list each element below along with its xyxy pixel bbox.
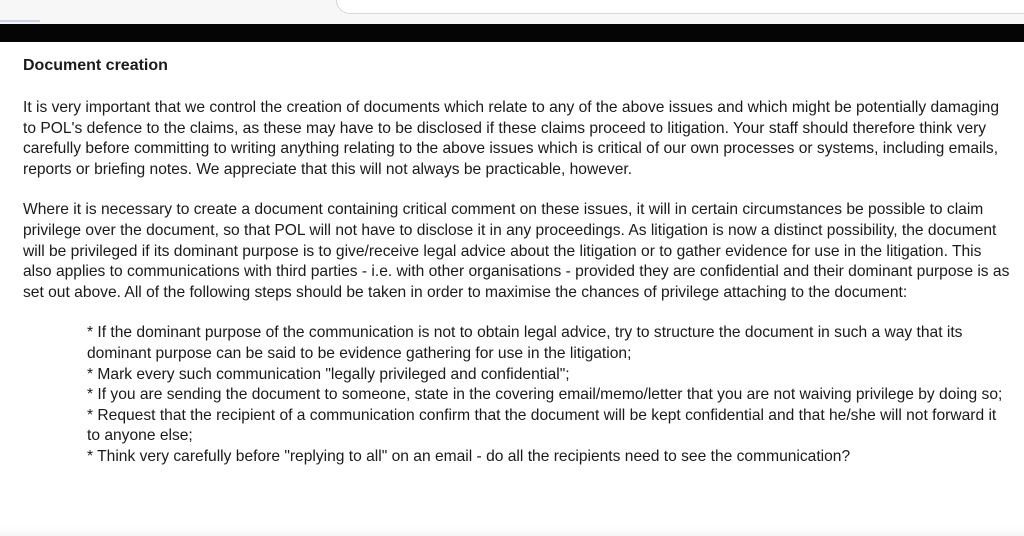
bottom-edge-shadow: [0, 526, 1024, 536]
privilege-steps-list: [87, 323, 1013, 467]
section-heading: Document creation: [23, 57, 168, 74]
active-tab-indicator: [0, 20, 40, 22]
paragraph-document-control: It is very important that we control the creation of documents which relate to any of the above issues and which might be potentially damaging to POL's defence to the claims, as these may have to be disclosed if these claims proceed to litigation. Your staff should therefore think very carefully before committing to writing anything relating to the above issues which is critical of our own processes or systems, including emails, reports or briefing notes. We appreciate that this will not always be practicable, however.: [23, 99, 1000, 178]
list-item: * If you are sending the document to someone, state in the covering email/memo/letter that you are not waiving privilege by doing so;: [87, 386, 1003, 404]
top-toolbar-area: [0, 0, 1024, 24]
paragraph-privilege: Where it is necessary to create a document containing critical comment on these issues, it will in certain circumstances be possible to claim privilege over the document, so that POL will not have to disclose it in any proceedings. As litigation is now a distinct possibility, the document will be privileged if its dominant purpose is to give/receive legal advice about the litigation or to gather evidence for use in the litigation. This also applies to communications with third parties - i.e. with other organisations - provided they are confidential and their dominant purpose is as set out above. All of the following steps should be taken in order to maximise the chances of privilege attaching to the document:: [23, 201, 1010, 301]
list-item: * Think very carefully before "replying to all" on an email - do all the recipients need to see the communication?: [87, 447, 851, 465]
browser-address-bar-edge: [336, 0, 1024, 14]
viewer-top-bar: [0, 24, 1024, 42]
document-page: [23, 56, 1013, 468]
list-item: * Mark every such communication "legally privileged and confidential";: [87, 365, 570, 383]
list-item: * Request that the recipient of a communication confirm that the document will be kept confidential and that he/she will not forward it to anyone else;: [87, 406, 997, 445]
list-item: * If the dominant purpose of the communication is not to obtain legal advice, try to structure the document in such a way that its dominant purpose can be said to be evidence gathering for use in the litigation;: [87, 324, 963, 362]
